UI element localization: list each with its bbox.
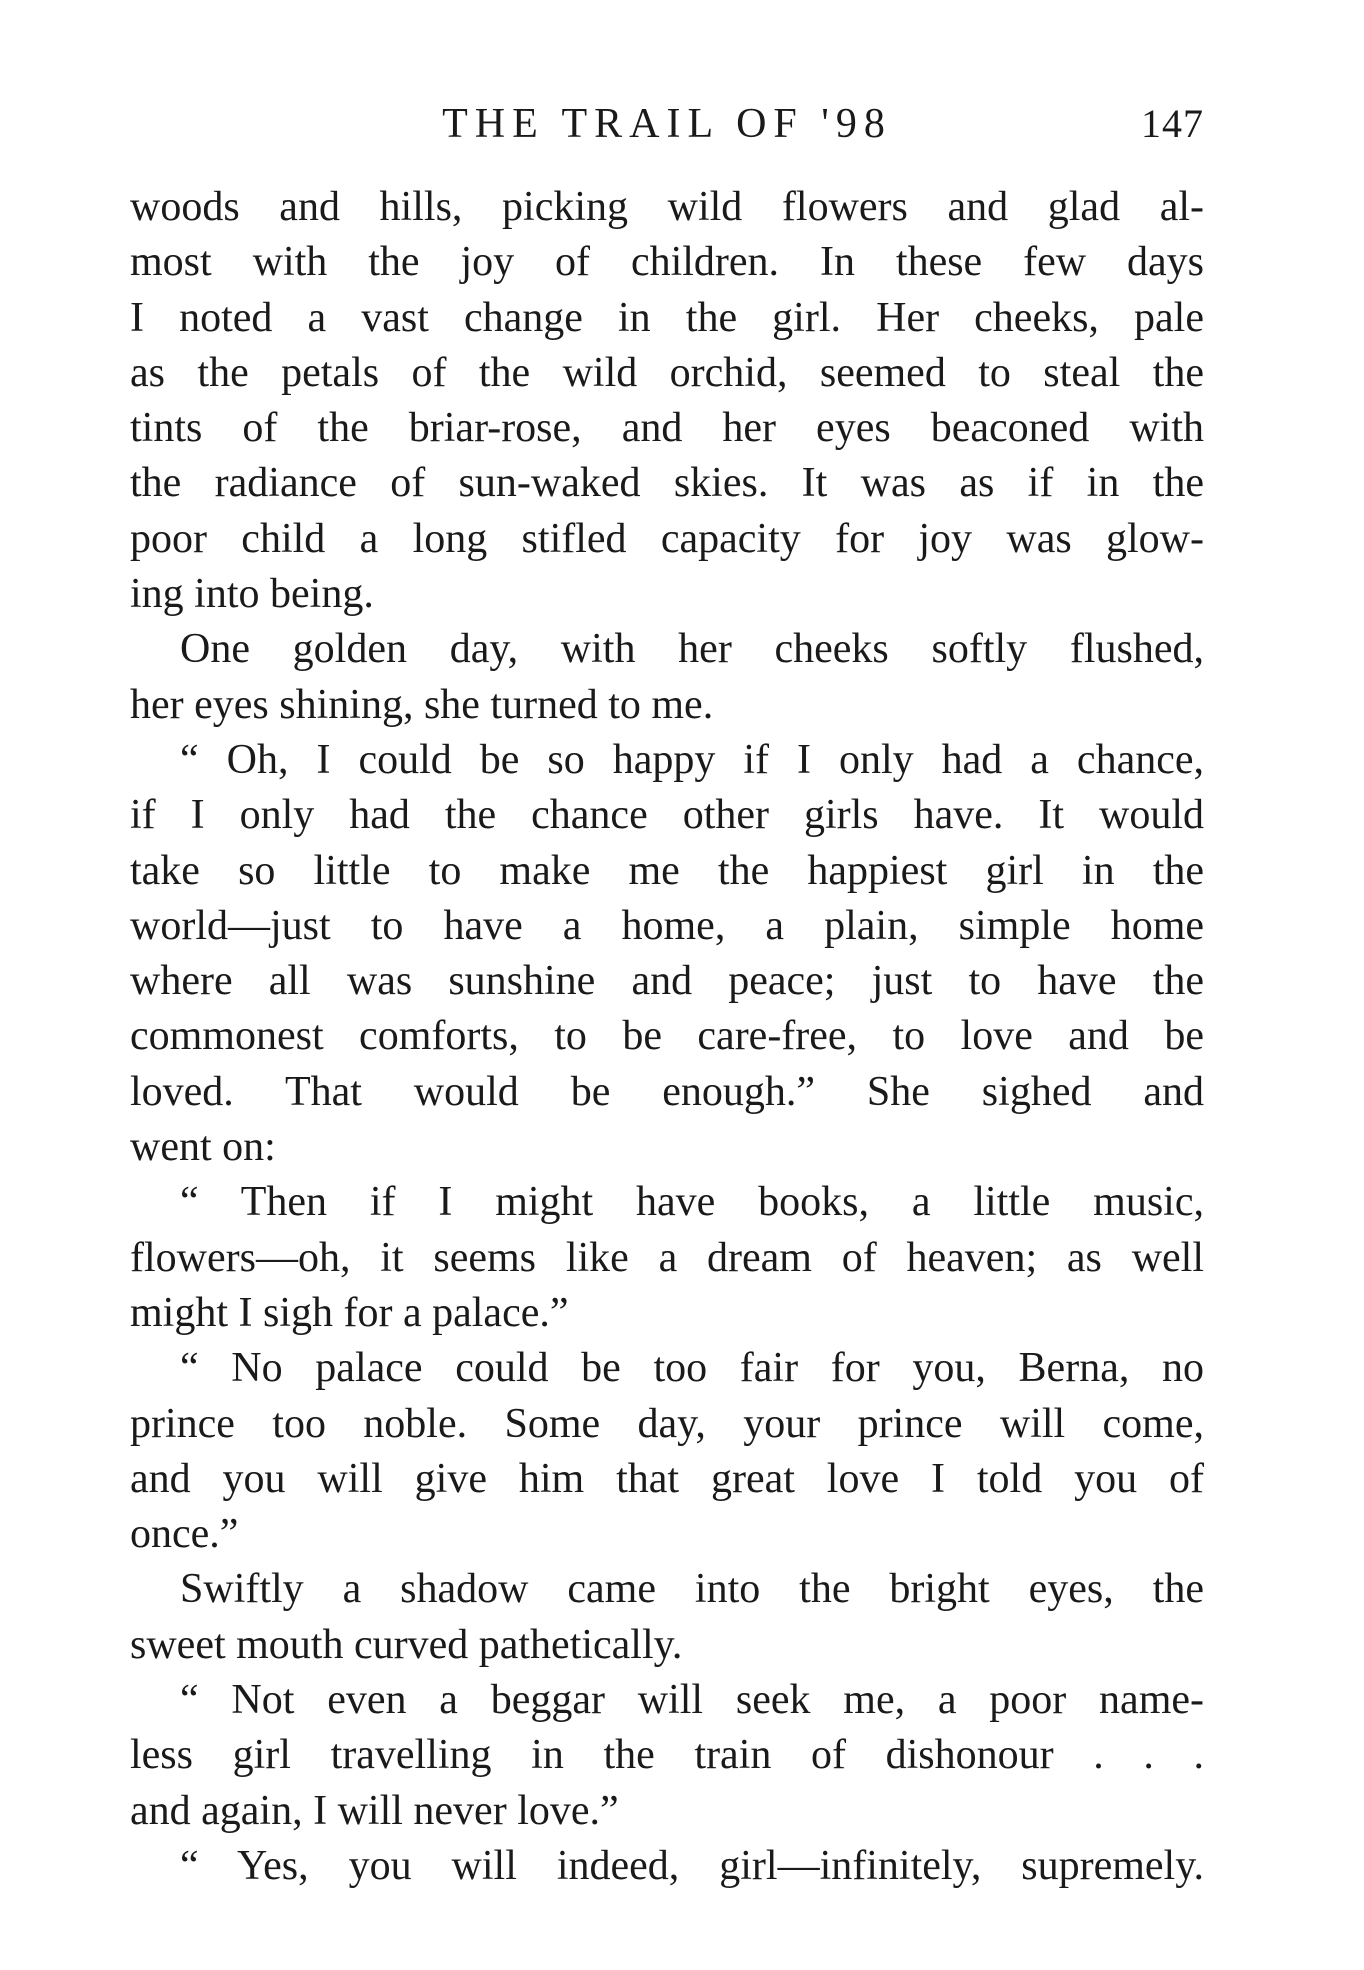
text-line: if I only had the chance other girls have. It would xyxy=(130,792,1204,839)
text-line: loved. That would be enough.” She sighed and xyxy=(130,1068,1204,1115)
text-line: prince too noble. Some day, your prince will come, xyxy=(130,1400,1204,1447)
text-line: I noted a vast change in the girl. Her cheeks, pale xyxy=(130,294,1204,341)
text-line: One golden day, with her cheeks softly flushed, xyxy=(180,626,1204,673)
text-line: take so little to make me the happiest girl in the xyxy=(130,847,1204,894)
text-line: where all was sunshine and peace; just to have the xyxy=(130,958,1204,1005)
text-line: “ No palace could be too fair for you, Berna, no xyxy=(180,1345,1204,1392)
text-line: woods and hills, picking wild flowers and glad al- xyxy=(130,184,1204,230)
text-line: “ Yes, you will indeed, girl—infinitely, supremely. xyxy=(180,1842,1204,1889)
text-line: her eyes shining, she turned to me. xyxy=(130,681,714,728)
text-line: tints of the briar-rose, and her eyes beaconed with xyxy=(130,405,1204,452)
body-text xyxy=(130,180,1204,1894)
text-line: most with the joy of children. In these few days xyxy=(130,239,1204,286)
page-number: 147 xyxy=(1141,101,1204,146)
text-line: less girl travelling in the train of dishonour . . . xyxy=(130,1732,1204,1779)
text-line: poor child a long stifled capacity for joy was glow- xyxy=(130,515,1204,562)
text-line: “ Oh, I could be so happy if I only had a chance, xyxy=(180,736,1204,783)
text-line: sweet mouth curved pathetically. xyxy=(130,1621,683,1668)
text-line: might I sigh for a palace.” xyxy=(130,1289,569,1336)
text-line: and again, I will never love.” xyxy=(130,1787,619,1834)
text-line: “ Not even a beggar will seek me, a poor name- xyxy=(180,1677,1204,1724)
running-title: THE TRAIL OF '98 xyxy=(442,101,892,147)
text-line: as the petals of the wild orchid, seemed to steal the xyxy=(130,349,1204,396)
text-line: flowers—oh, it seems like a dream of heaven; as well xyxy=(130,1234,1204,1281)
text-line: went on: xyxy=(130,1124,276,1171)
text-line: Swiftly a shadow came into the bright eyes, the xyxy=(180,1566,1204,1613)
text-line: “ Then if I might have books, a little music, xyxy=(180,1179,1204,1226)
text-line: world—just to have a home, a plain, simple home xyxy=(130,902,1204,949)
running-head xyxy=(130,92,1204,156)
text-line: and you will give him that great love I told you of xyxy=(130,1455,1204,1502)
text-line: ing into being. xyxy=(130,571,374,618)
text-line: commonest comforts, to be care-free, to love and be xyxy=(130,1013,1204,1060)
text-line: the radiance of sun-waked skies. It was as if in the xyxy=(130,460,1204,507)
text-line: once.” xyxy=(130,1511,239,1558)
